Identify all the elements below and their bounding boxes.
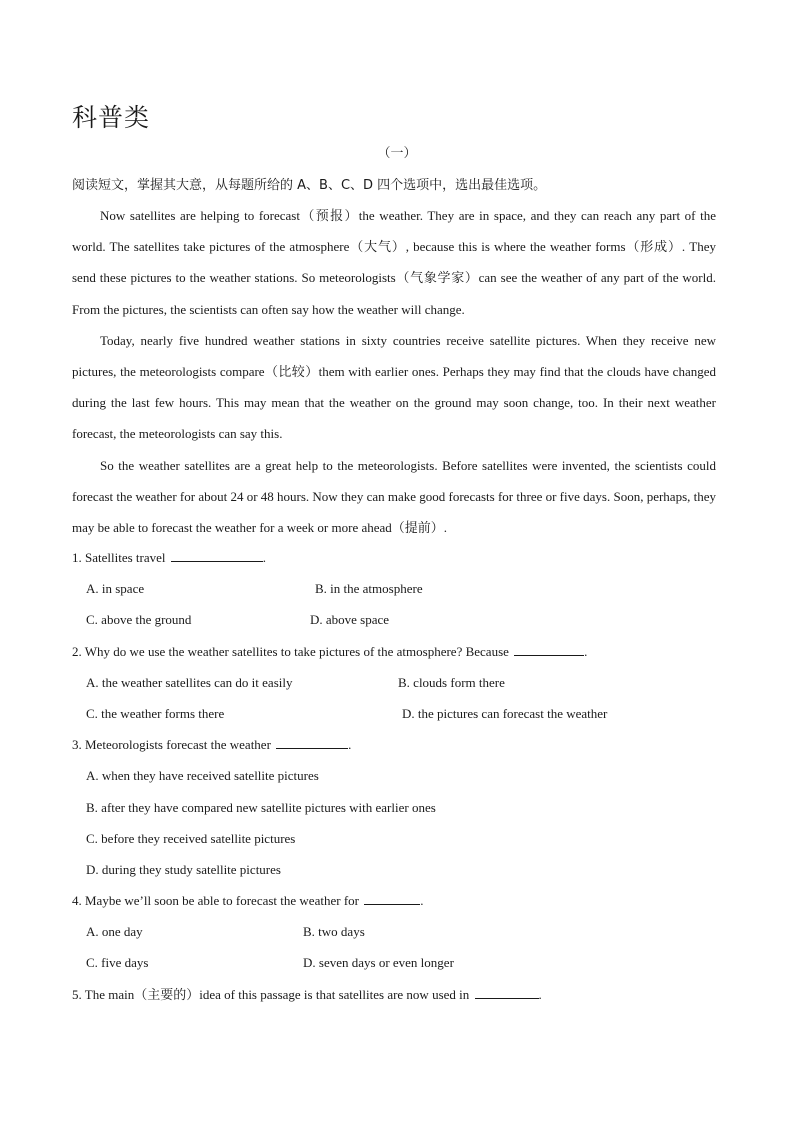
passage-paragraph-3: So the weather satellites are a great help to the meteorologists. Before satellites were invented, the scientists could forecast the weather for about 24 or 48 hours. Now they can make good forecasts for three or five days. Soon, perhaps, they may be able to forecast the weather for a week or more ahead（提前）. <box>72 457 717 536</box>
answer-blank-4 <box>364 890 420 905</box>
question-3-option-row-c <box>72 823 722 854</box>
passage-paragraph-2: Today, nearly five hundred weather stations in sixty countries receive satellite pictures. When they receive new pictures, the meteorologists compare（比较）them with earlier ones. Perhaps they may find that the clouds have changed during the last few hours. This may mean that the weather on the ground may soon change, too. In their next weather forecast, the meteorologists can say this. <box>72 332 716 442</box>
question-4-options-row-1 <box>72 916 722 947</box>
question-3-option-row-b <box>72 792 722 823</box>
question-2-options-row-1 <box>72 667 722 698</box>
question-1-stem: 1. Satellites travel <box>72 550 166 565</box>
question-5-end: . <box>538 986 542 1002</box>
option-3d: D. during they study satellite pictures <box>86 861 281 877</box>
option-2b: B. clouds form there <box>398 674 505 690</box>
option-2c: C. the weather forms there <box>86 705 225 721</box>
question-1-options-row-2 <box>72 604 722 635</box>
option-1c: C. above the ground <box>86 612 192 628</box>
question-4 <box>72 885 722 916</box>
question-5-stem: 5. The main（主要的）idea of this passage is that satellites are now used in <box>72 986 470 1002</box>
option-2a: A. the weather satellites can do it easily <box>86 674 293 690</box>
question-2-stem: 2. Why do we use the weather satellites to take pictures of the atmosphere? Because <box>72 643 509 659</box>
question-1-options-row-1 <box>72 573 722 604</box>
question-5 <box>72 979 722 1010</box>
option-1d: D. above space <box>310 612 390 628</box>
question-3 <box>72 729 722 760</box>
question-4-options-row-2 <box>72 947 722 978</box>
question-3-option-row-d <box>72 854 722 885</box>
question-2 <box>72 636 722 667</box>
answer-blank-5 <box>475 984 539 999</box>
question-2-end: . <box>584 643 588 659</box>
question-4-stem: 4. Maybe we’ll soon be able to forecast the weather for <box>72 893 359 909</box>
question-3-option-row-a <box>72 760 722 791</box>
question-1 <box>72 542 722 573</box>
instructions: 阅读短文，掌握其大意，从每题所给的 A、B、C、D 四个选项中，选出最佳选项。 <box>72 178 547 193</box>
option-3a: A. when they have received satellite pictures <box>86 768 319 784</box>
option-3b: B. after they have compared new satellite pictures with earlier ones <box>86 799 436 815</box>
option-1a: A. in space <box>86 581 145 597</box>
question-1-end: . <box>262 550 267 565</box>
question-2-options-row-2 <box>72 698 722 729</box>
reading-passage <box>72 200 716 543</box>
option-1b: B. in the atmosphere <box>315 581 423 597</box>
page-title: 科普类 <box>72 103 151 132</box>
option-4c: C. five days <box>86 955 149 971</box>
answer-blank-2 <box>514 641 584 656</box>
option-2d: D. the pictures can forecast the weather <box>402 705 608 721</box>
option-3c: C. before they received satellite pictures <box>86 830 296 846</box>
option-4d: D. seven days or even longer <box>303 955 454 971</box>
question-list <box>72 542 722 1010</box>
option-4b: B. two days <box>303 924 365 940</box>
passage-paragraph-1: Now satellites are helping to forecast（预报）the weather. They are in space, and they can reach any part of the world. The satellites take pictures of the atmosphere（大气）, because this is where the weather forms（形成）. They send these pictures to the weather stations. So meteorologists（气象学家）can see the weather of any part of the world. From the pictures, the scientists can often say how the weather will change. <box>72 208 716 317</box>
option-4a: A. one day <box>86 924 143 940</box>
section-number: （一） <box>377 146 417 161</box>
question-4-end: . <box>420 893 424 909</box>
answer-blank-3 <box>276 734 348 749</box>
question-3-stem: 3. Meteorologists forecast the weather <box>72 737 271 753</box>
question-3-end: . <box>348 737 352 753</box>
answer-blank-1 <box>171 547 263 562</box>
